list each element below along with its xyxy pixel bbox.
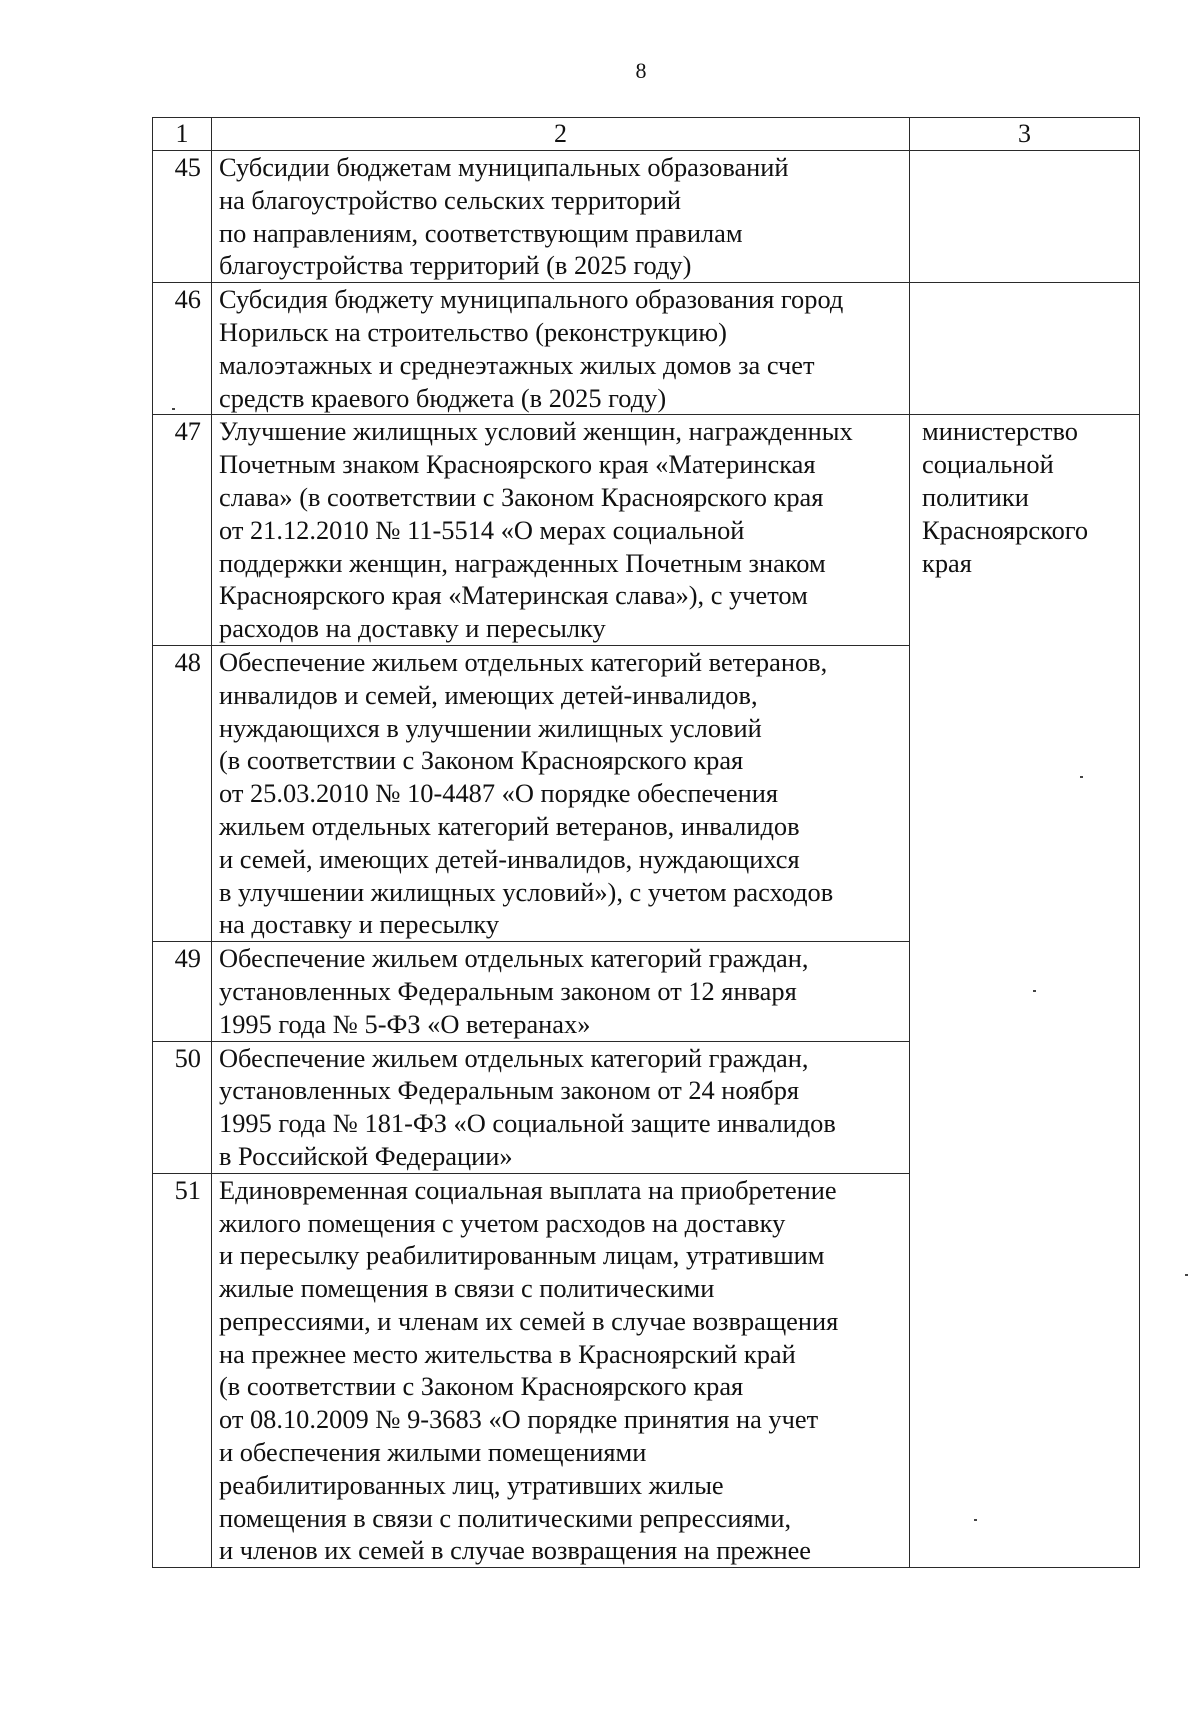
row-description xyxy=(212,415,910,646)
row-description xyxy=(212,1041,910,1173)
text-line: Улучшение жилищных условий женщин, награжденных xyxy=(219,416,853,447)
text-line: реабилитированных лиц, утративших жилые xyxy=(219,1469,724,1500)
table-row xyxy=(153,415,1140,646)
text-line: на доставку и пересылку xyxy=(219,909,500,940)
ministry-line: политики xyxy=(922,481,1029,512)
column-header-3: 3 xyxy=(910,118,1140,151)
text-line: (в соответствии с Законом Красноярского края xyxy=(219,1371,744,1402)
ministry-line: социальной xyxy=(922,449,1054,480)
text-line: Красноярского края «Материнская слава»), с учетом xyxy=(219,580,808,611)
text-line: репрессиями, и членам их семей в случае возвращения xyxy=(219,1305,839,1336)
row-number: 47 xyxy=(153,415,212,646)
text-line: жильем отдельных категорий ветеранов, инвалидов xyxy=(219,810,800,841)
table-header-row xyxy=(153,118,1140,151)
table-row xyxy=(153,283,1140,415)
text-line: от 21.12.2010 № 11-5514 «О мерах социальной xyxy=(219,514,745,545)
text-line: от 25.03.2010 № 10-4487 «О порядке обеспечения xyxy=(219,778,778,809)
text-line: установленных Федеральным законом от 12 января xyxy=(219,975,797,1006)
text-line: 1995 года № 5-ФЗ «О ветеранах» xyxy=(219,1008,591,1039)
text-line: от 08.10.2009 № 9-3683 «О порядке принятия на учет xyxy=(219,1404,819,1435)
scan-speck xyxy=(1080,776,1083,778)
text-line: и обеспечения жилыми помещениями xyxy=(219,1437,647,1468)
text-line: поддержки женщин, награжденных Почетным знаком xyxy=(219,547,826,578)
row-number: 50 xyxy=(153,1041,212,1173)
text-line: благоустройства территорий (в 2025 году) xyxy=(219,250,692,281)
scan-speck xyxy=(974,1519,977,1521)
text-line: нуждающихся в улучшении жилищных условий xyxy=(219,712,762,743)
text-line: Обеспечение жильем отдельных категорий ветеранов, xyxy=(219,646,828,677)
text-line: в улучшении жилищных условий»), с учетом расходов xyxy=(219,876,834,907)
row-description xyxy=(212,283,910,415)
text-line: Обеспечение жильем отдельных категорий граждан, xyxy=(219,1042,809,1073)
text-line: Обеспечение жильем отдельных категорий граждан, xyxy=(219,943,809,974)
text-line: установленных Федеральным законом от 24 ноября xyxy=(219,1075,800,1106)
row-description xyxy=(212,645,910,941)
row-number: 48 xyxy=(153,645,212,941)
text-line: и пересылку реабилитированным лицам, утратившим xyxy=(219,1240,825,1271)
row-number: 46 xyxy=(153,283,212,415)
row-responsible xyxy=(910,151,1140,283)
ministry-line: края xyxy=(922,547,972,578)
ministry-line: министерство xyxy=(922,416,1078,447)
text-line: средств краевого бюджета (в 2025 году) xyxy=(219,382,667,413)
text-line: (в соответствии с Законом Красноярского края xyxy=(219,745,744,776)
text-line: и членов их семей в случае возвращения на прежнее xyxy=(219,1535,812,1566)
text-line: Субсидии бюджетам муниципальных образований xyxy=(219,152,789,182)
row-description xyxy=(212,942,910,1041)
table-row xyxy=(153,151,1140,283)
text-line: на прежнее место жительства в Красноярский край xyxy=(219,1338,796,1369)
text-line: расходов на доставку и пересылку xyxy=(219,613,606,644)
row-number: 51 xyxy=(153,1173,212,1568)
text-line: малоэтажных и среднеэтажных жилых домов за счет xyxy=(219,349,815,380)
column-header-2: 2 xyxy=(212,118,910,151)
responsible-ministry xyxy=(910,415,1140,1568)
text-line: Почетным знаком Красноярского края «Материнская xyxy=(219,449,816,480)
text-line: Субсидия бюджету муниципального образования город xyxy=(219,284,844,315)
text-line: в Российской Федерации» xyxy=(219,1140,513,1171)
text-line: Единовременная социальная выплата на приобретение xyxy=(219,1174,837,1205)
row-description xyxy=(212,151,910,283)
text-line: и семей, имеющих детей-инвалидов, нуждающихся xyxy=(219,843,800,874)
ministry-line: Красноярского xyxy=(922,514,1089,545)
text-line: на благоустройство сельских территорий xyxy=(219,184,682,215)
text-line: слава» (в соответствии с Законом Красноярского края xyxy=(219,481,824,512)
scan-speck xyxy=(1033,990,1036,992)
text-line: инвалидов и семей, имеющих детей-инвалидов, xyxy=(219,679,758,710)
row-responsible xyxy=(910,283,1140,415)
text-line: 1995 года № 181-ФЗ «О социальной защите инвалидов xyxy=(219,1108,836,1139)
text-line: помещения в связи с политическими репрессиями, xyxy=(219,1502,792,1533)
text-line: по направлениям, соответствующим правилам xyxy=(219,217,743,248)
page-number: 8 xyxy=(635,58,647,83)
row-number: 49 xyxy=(153,942,212,1041)
text-line: Норильск на строительство (реконструкцию) xyxy=(219,316,727,347)
document-table xyxy=(152,117,1140,1568)
column-header-1: 1 xyxy=(153,118,212,151)
scan-speck xyxy=(1185,1274,1188,1276)
row-number: 45 xyxy=(153,151,212,283)
scan-speck xyxy=(172,408,175,410)
row-description xyxy=(212,1173,910,1568)
text-line: жилые помещения в связи с политическими xyxy=(219,1273,715,1304)
text-line: жилого помещения с учетом расходов на доставку xyxy=(219,1207,786,1238)
